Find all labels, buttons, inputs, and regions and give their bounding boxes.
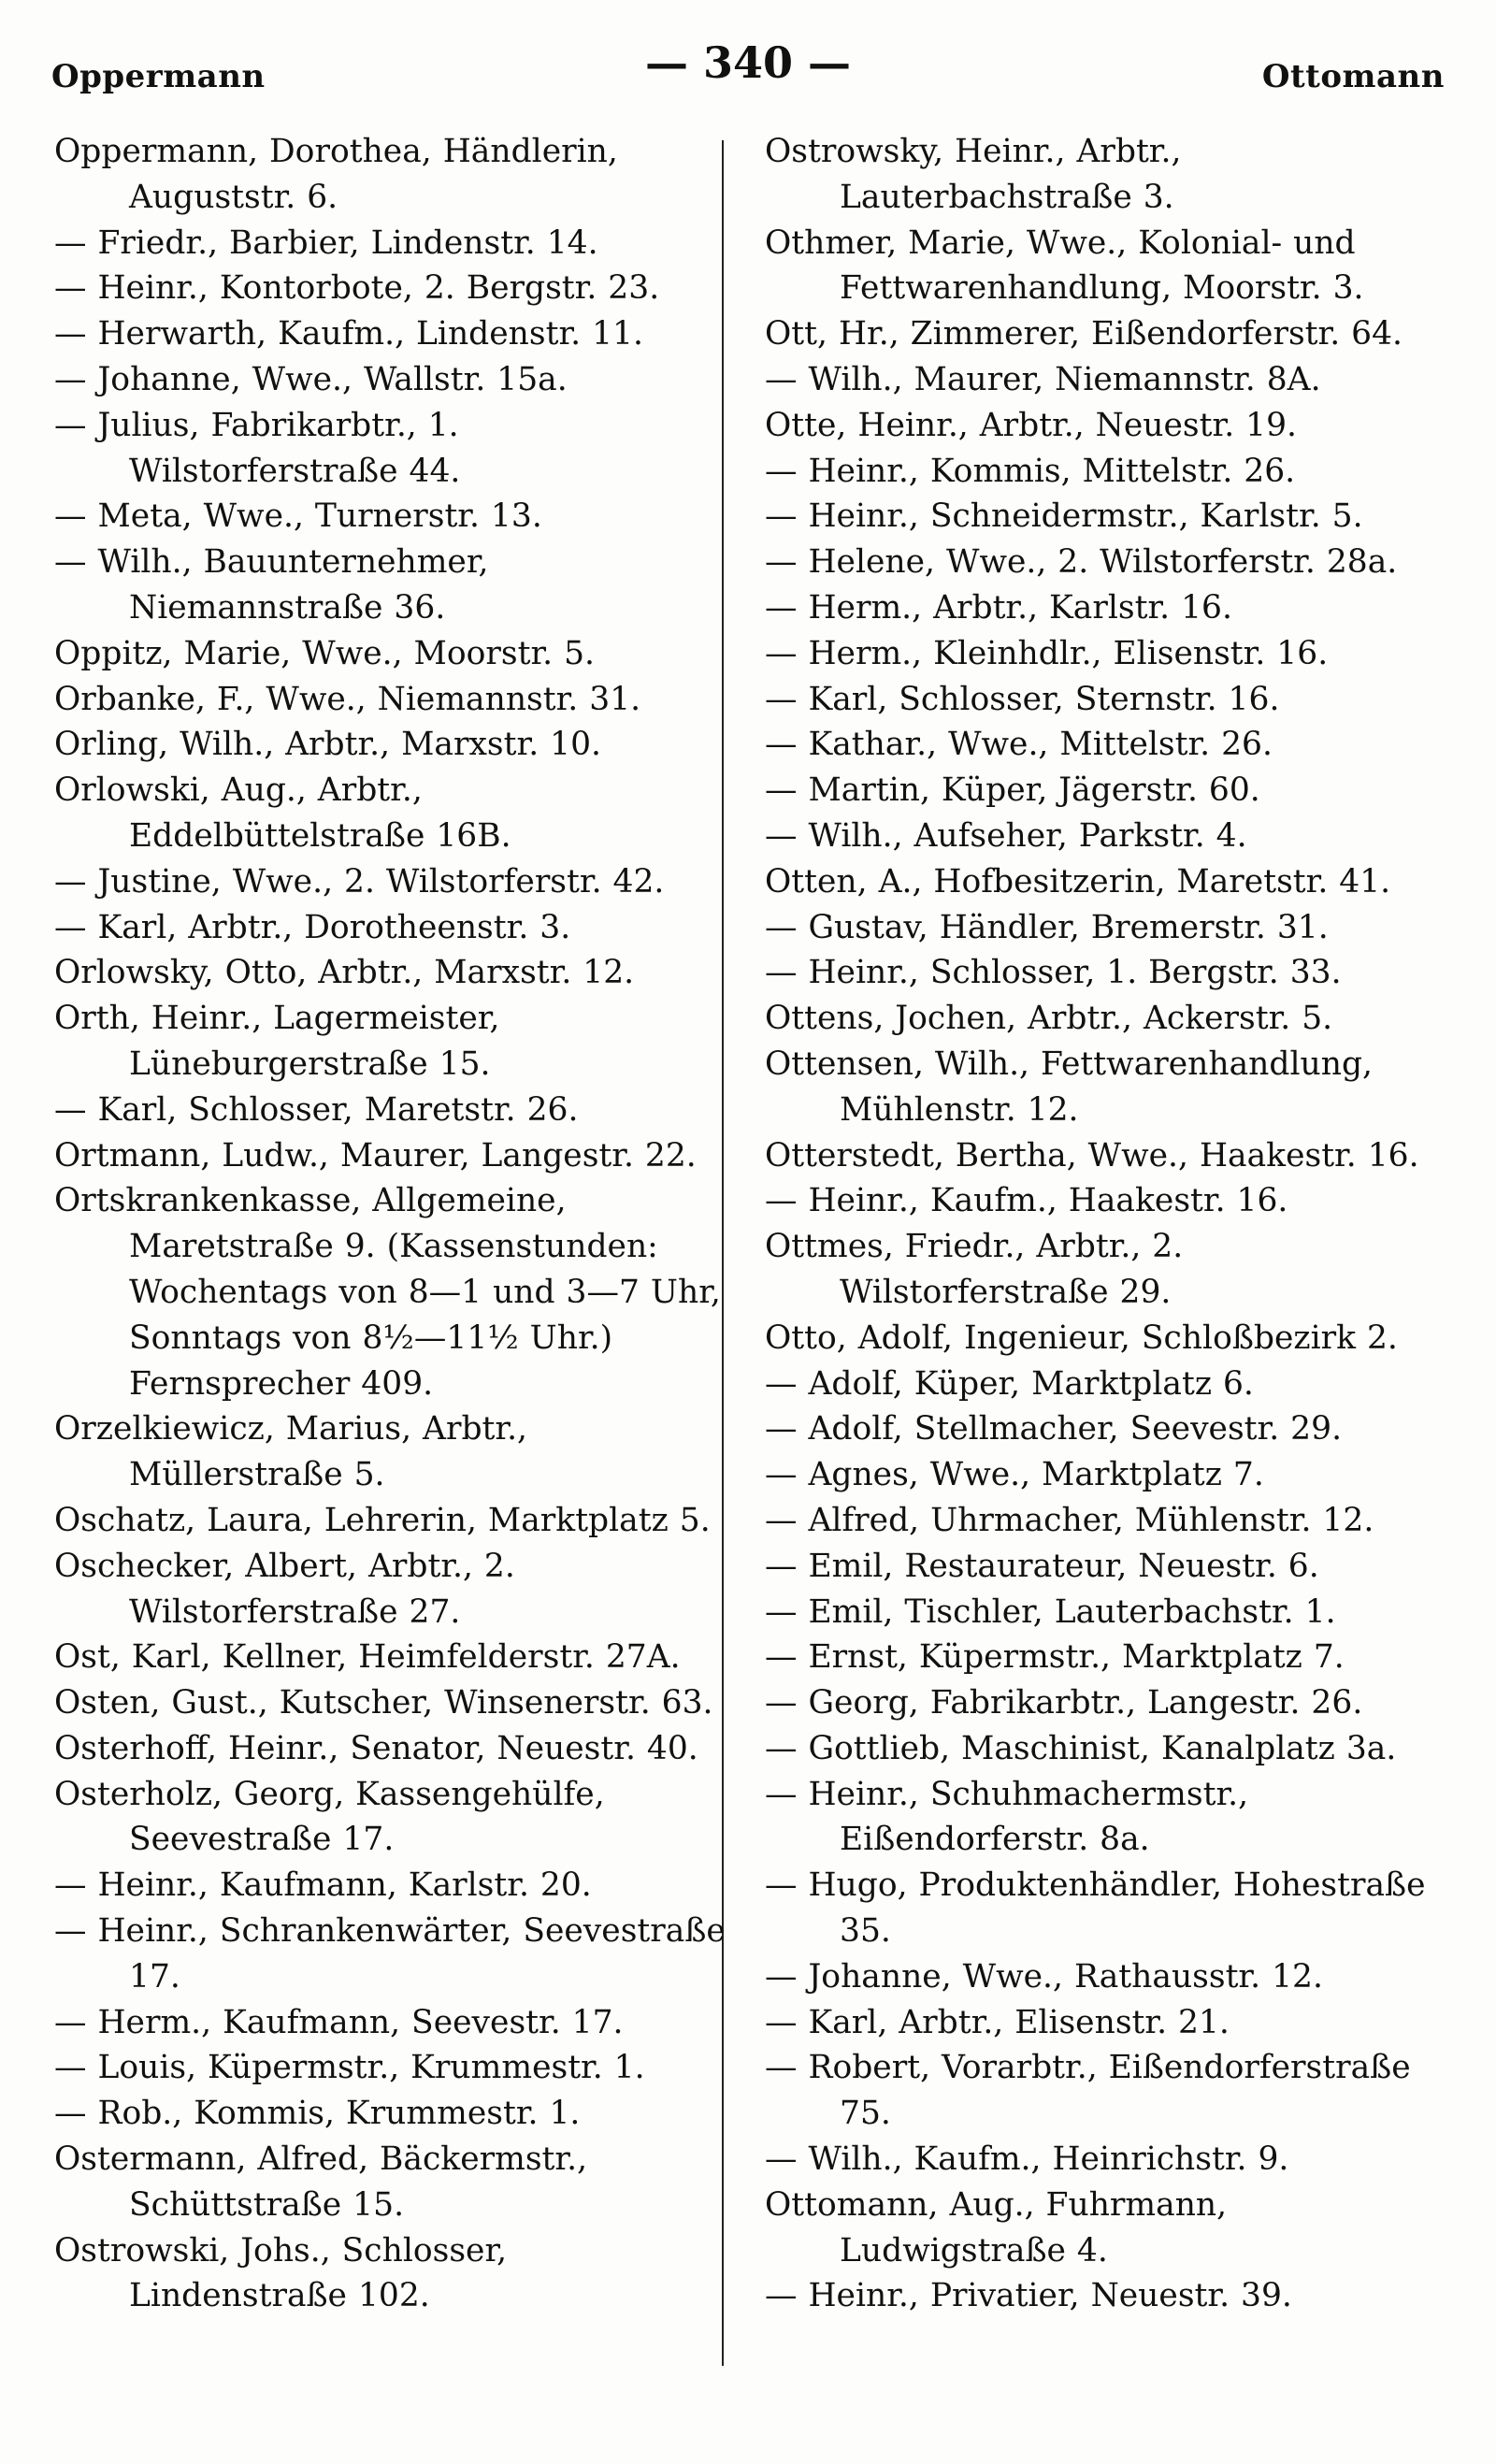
directory-entry: — Gottlieb, Maschinist, Kanalplatz 3a. — [765, 1729, 1397, 1767]
directory-entry: — Heinr., Kontorbote, 2. Bergstr. 23. — [54, 269, 660, 308]
directory-entry: — Georg, Fabrikarbtr., Langestr. 26. — [765, 1684, 1363, 1722]
directory-entry: — Martin, Küper, Jägerstr. 60. — [765, 771, 1260, 810]
header-last-name: Ottomann — [1261, 58, 1445, 95]
directory-entry: — Karl, Schlosser, Sternstr. 16. — [765, 680, 1280, 718]
directory-entry: — Karl, Schlosser, Maretstr. 26. — [54, 1090, 579, 1129]
directory-entry: Orling, Wilh., Arbtr., Marxstr. 10. — [54, 726, 601, 764]
directory-entry: — Friedr., Barbier, Lindenstr. 14. — [54, 223, 598, 262]
directory-entry: — Heinr., Schneidermstr., Karlstr. 5. — [765, 497, 1363, 536]
directory-entry: — Herwarth, Kaufm., Lindenstr. 11. — [54, 315, 643, 353]
directory-entry: — Wilh., Maurer, Niemannstr. 8A. — [765, 360, 1321, 398]
directory-entry: — Julius, Fabrikarbtr., 1. Wilstorferstraße 44. — [54, 406, 461, 490]
directory-entry: — Ernst, Küpermstr., Marktplatz 7. — [765, 1638, 1345, 1677]
directory-entry: — Helene, Wwe., 2. Wilstorferstr. 28a. — [765, 543, 1398, 582]
directory-entry: — Johanne, Wwe., Rathausstr. 12. — [765, 1957, 1323, 1996]
directory-entry: — Meta, Wwe., Turnerstr. 13. — [54, 497, 542, 536]
directory-entry: — Wilh., Aufseher, Parkstr. 4. — [765, 816, 1247, 855]
directory-entry: — Justine, Wwe., 2. Wilstorferstr. 42. — [54, 862, 665, 901]
directory-entry: — Agnes, Wwe., Marktplatz 7. — [765, 1456, 1264, 1494]
directory-entry: Otterstedt, Bertha, Wwe., Haakestr. 16. — [765, 1136, 1419, 1174]
directory-entry: Osterhoff, Heinr., Senator, Neuestr. 40. — [54, 1729, 698, 1767]
directory-entry: — Karl, Arbtr., Elisenstr. 21. — [765, 2003, 1230, 2041]
directory-entry: — Emil, Restaurateur, Neuestr. 6. — [765, 1547, 1319, 1585]
directory-entry: Otten, A., Hofbesitzerin, Maretstr. 41. — [765, 862, 1391, 901]
directory-entry: Orth, Heinr., Lagermeister, Lüneburgerstraße 15. — [54, 1000, 500, 1083]
directory-entry: Osterholz, Georg, Kassengehülfe, Seevestraße 17. — [54, 1775, 605, 1859]
directory-entry: Oschecker, Albert, Arbtr., 2. Wilstorferstraße 27. — [54, 1547, 515, 1631]
directory-entry: — Rob., Kommis, Krummestr. 1. — [54, 2095, 581, 2133]
directory-entry: Ortskrankenkasse, Allgemeine, Maretstraße 9. (Kassenstunden: Wochentags von 8—1 und 3—7 Uhr, Sonntags von 8½—11½ Uhr.) Fernsprecher 409. — [54, 1182, 721, 1403]
directory-entry: Orbanke, F., Wwe., Niemannstr. 31. — [54, 680, 641, 718]
page-number: — 340 — — [644, 37, 852, 88]
directory-entry: Oppitz, Marie, Wwe., Moorstr. 5. — [54, 634, 596, 672]
directory-entry: — Heinr., Schuhmachermstr., Eißendorferstr. 8a. — [765, 1775, 1249, 1859]
directory-entry: Ottmes, Friedr., Arbtr., 2. Wilstorferstraße 29. — [765, 1228, 1184, 1311]
directory-entry: Oschatz, Laura, Lehrerin, Marktplatz 5. — [54, 1501, 711, 1539]
directory-entry: — Adolf, Küper, Marktplatz 6. — [765, 1364, 1254, 1403]
directory-entry: — Herm., Arbtr., Karlstr. 16. — [765, 588, 1232, 627]
directory-entry: — Louis, Küpermstr., Krummestr. 1. — [54, 2049, 645, 2087]
directory-entry: Ottens, Jochen, Arbtr., Ackerstr. 5. — [765, 1000, 1333, 1038]
directory-entry: Othmer, Marie, Wwe., Kolonial- und Fettwarenhandlung, Moorstr. 3. — [765, 223, 1364, 308]
directory-entry: — Heinr., Schrankenwärter, Seevestraße 17. — [54, 1912, 726, 1996]
directory-entry: — Herm., Kaufmann, Seevestr. 17. — [54, 2003, 624, 2041]
running-head — [51, 37, 1445, 94]
directory-entry: — Herm., Kleinhdlr., Elisenstr. 16. — [765, 634, 1329, 672]
columns — [54, 129, 1449, 2448]
directory-entry: Orlowsky, Otto, Arbtr., Marxstr. 12. — [54, 954, 635, 992]
directory-entry: — Adolf, Stellmacher, Seevestr. 29. — [765, 1410, 1343, 1448]
directory-entry: — Heinr., Kaufm., Haakestr. 16. — [765, 1182, 1288, 1220]
left-column — [54, 129, 727, 2319]
directory-entry: Otte, Heinr., Arbtr., Neuestr. 19. — [765, 406, 1297, 444]
directory-entry: — Kathar., Wwe., Mittelstr. 26. — [765, 726, 1273, 764]
directory-entry: — Alfred, Uhrmacher, Mühlenstr. 12. — [765, 1501, 1374, 1539]
directory-entry: Ottensen, Wilh., Fettwarenhandlung, Mühlenstr. 12. — [765, 1045, 1374, 1129]
directory-entry: — Heinr., Schlosser, 1. Bergstr. 33. — [765, 954, 1342, 992]
directory-entry: — Karl, Arbtr., Dorotheenstr. 3. — [54, 908, 571, 946]
directory-entry: Ostermann, Alfred, Bäckermstr., Schüttstraße 15. — [54, 2140, 588, 2224]
directory-entry: Oppermann, Dorothea, Händlerin, Auguststr. 6. — [54, 133, 618, 216]
directory-entry: — Johanne, Wwe., Wallstr. 15a. — [54, 360, 568, 398]
directory-entry: — Gustav, Händler, Bremerstr. 31. — [765, 908, 1329, 946]
directory-entry: Otto, Adolf, Ingenieur, Schloßbezirk 2. — [765, 1318, 1398, 1357]
directory-entry: — Heinr., Kommis, Mittelstr. 26. — [765, 452, 1296, 490]
directory-entry: Orzelkiewicz, Marius, Arbtr., Müllerstraße 5. — [54, 1410, 528, 1494]
directory-entry: Ost, Karl, Kellner, Heimfelderstr. 27A. — [54, 1638, 681, 1677]
directory-entry: — Heinr., Kaufmann, Karlstr. 20. — [54, 1866, 592, 1905]
directory-entry: — Wilh., Kaufm., Heinrichstr. 9. — [765, 2140, 1289, 2179]
directory-entry: — Wilh., Bauunternehmer, Niemannstraße 36. — [54, 543, 489, 627]
directory-entry: Ott, Hr., Zimmerer, Eißendorferstr. 64. — [765, 315, 1403, 353]
right-column — [765, 129, 1449, 2319]
directory-entry: Ostrowski, Johs., Schlosser, Lindenstraße 102. — [54, 2231, 508, 2315]
directory-entry: Orlowski, Aug., Arbtr., Eddelbüttelstraße 16B. — [54, 771, 511, 855]
directory-entry: — Hugo, Produktenhändler, Hohestraße 35. — [765, 1866, 1426, 1951]
directory-entry: — Emil, Tischler, Lauterbachstr. 1. — [765, 1592, 1336, 1631]
directory-entry: — Heinr., Privatier, Neuestr. 39. — [765, 2277, 1292, 2315]
directory-entry: — Robert, Vorarbtr., Eißendorferstraße 75. — [765, 2049, 1411, 2133]
header-first-name: Oppermann — [51, 58, 266, 95]
directory-entry: Ortmann, Ludw., Maurer, Langestr. 22. — [54, 1136, 697, 1174]
directory-entry: Ottomann, Aug., Fuhrmann, Ludwigstraße 4. — [765, 2185, 1228, 2269]
directory-entry: Osten, Gust., Kutscher, Winsenerstr. 63. — [54, 1684, 713, 1722]
directory-entry: Ostrowsky, Heinr., Arbtr., Lauterbachstraße 3. — [765, 133, 1182, 216]
